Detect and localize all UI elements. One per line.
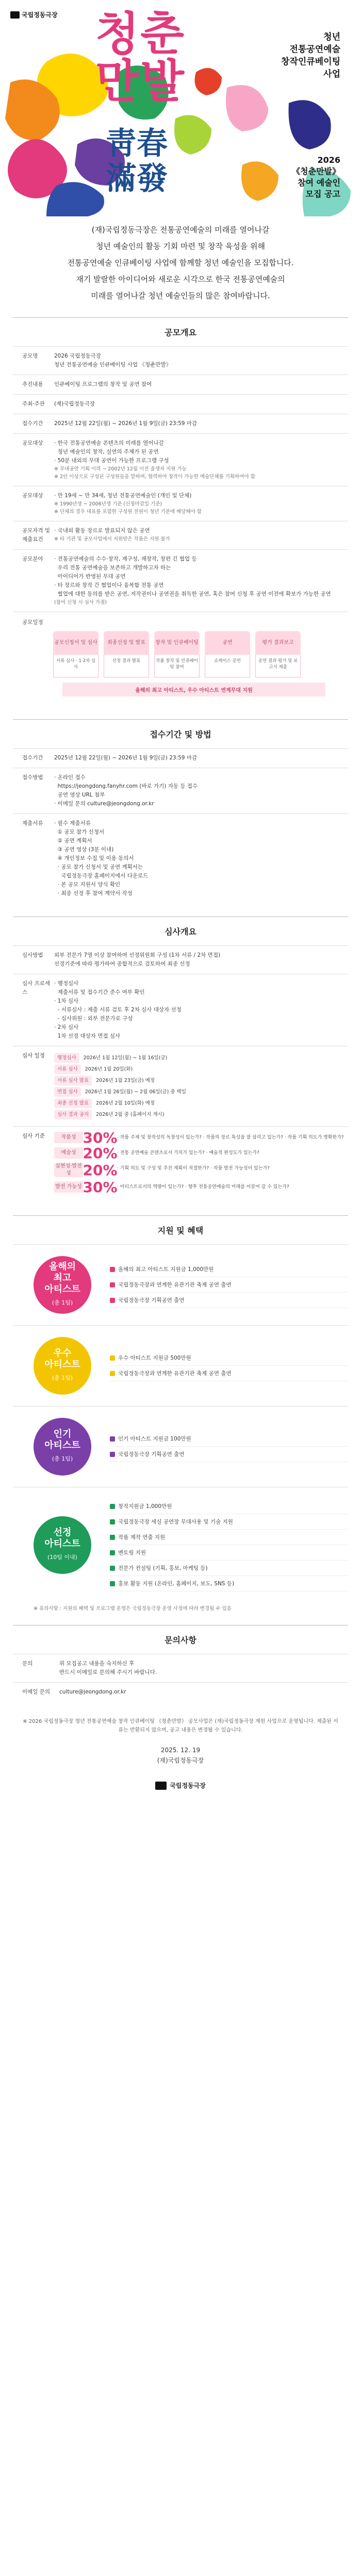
row-note: (참여 신청 시 심사 가점)	[54, 600, 107, 605]
review-stage	[54, 1110, 344, 1120]
info-row	[13, 375, 348, 394]
support-tier	[13, 1244, 348, 1325]
tier-benefit	[110, 1262, 348, 1277]
benefit-text: 국립정동극장 기획공연 출연	[118, 1297, 185, 1303]
row-line: 선정기준에 따라 평가하여 종합적으로 검토하여 최종 선정	[54, 961, 190, 967]
intro-line: 재기 발랄한 아이디어와 새로운 시각으로 한국 전통공연예술의	[76, 275, 285, 284]
support-tier	[13, 1325, 348, 1406]
criterion-name: 발전 가능성	[54, 1181, 83, 1193]
stage-tag: 최종 선정 발표	[54, 1098, 92, 1108]
intro-line: 청년 예술인의 활동 기회 마련 및 창작 육성을 위해	[96, 242, 265, 251]
row-label: 심사 프로세스	[22, 980, 51, 995]
benefit-text: 전문가 컨설팅 (기획, 홍보, 마케팅 등)	[118, 1565, 208, 1571]
intro-line: 미래를 열어나갈 청년 예술인들의 많은 참여바랍니다.	[91, 291, 270, 300]
program-line: 사업	[323, 69, 340, 79]
tier-benefit	[110, 1350, 348, 1366]
process-step-body: 공연 결과 평가 및 보고서 제출	[255, 655, 301, 677]
stage-tag: 면접 심사	[54, 1087, 81, 1097]
footer-date-block	[0, 1745, 361, 1781]
row-note: ※ 단체의 경우 대표를 포함한 구성원 전원이 청년 기준에 해당해야 함	[54, 509, 202, 515]
program-line: 청년	[323, 32, 340, 42]
row-line: 인큐베이팅 프로그램의 창작 및 공연 참여	[54, 381, 152, 387]
row-line: culture@jeongdong.or.kr	[59, 1689, 126, 1695]
criterion-desc: · 기획 의도 및 구성 및 추진 계획이 적절한가? · 작품 발전 가능성이 있는가?	[117, 1166, 270, 1171]
benefit-text: 국립정동극장과 연계한 유관기관 축제 공연 출연	[118, 1370, 232, 1377]
row-line: · 온라인 접수	[54, 774, 86, 781]
row-line: 2025년 12월 22일(월) ~ 2026년 1월 9일(금) 23:59 마감	[54, 755, 198, 761]
row-line: ④ 개인정보 수집 및 이용 동의서	[54, 855, 134, 861]
hero-banner	[0, 0, 361, 216]
row-line: 국립정동극장 홈페이지에서 다운로드	[54, 873, 149, 879]
contact-table	[13, 1654, 348, 1702]
support-note: ※ 유의사항 : 지원의 혜택 및 프로그램 운영은 국립정동극장 운영 사정에 따라 변경될 수 있음	[34, 1606, 232, 1612]
row-value	[54, 521, 348, 549]
review-stage	[54, 1076, 344, 1086]
info-row	[13, 814, 348, 903]
benefit-text: 국립정동극장 기획공연 출연	[118, 1451, 185, 1458]
bullet-icon	[110, 1566, 115, 1571]
row-line: · 이메일 문의 culture@jeongdong.or.kr	[54, 801, 154, 807]
stage-tag: 심사 결과 공지	[54, 1110, 92, 1120]
row-value	[54, 395, 348, 414]
tier-benefit	[110, 1514, 348, 1530]
info-row	[13, 346, 348, 375]
tier-benefit	[110, 1576, 348, 1591]
row-line: · 행정심사	[54, 980, 79, 987]
recruit-line: 《청춘만발》	[292, 166, 340, 176]
row-label: 접수방법	[22, 774, 43, 781]
tier-benefits	[110, 1499, 348, 1591]
criterion-percent: 30%	[83, 1129, 118, 1146]
process-step	[205, 631, 250, 677]
benefit-text: 창작지원금 1,000만원	[118, 1503, 172, 1510]
criterion-percent: 30%	[83, 1178, 118, 1196]
section-title: 심사개요	[165, 927, 196, 937]
row-value	[54, 414, 348, 433]
intro-line: 전통공연예술 인큐베이팅 사업에 함께할 청년 예술인을 모집합니다.	[67, 258, 294, 267]
row-value	[54, 347, 348, 375]
row-label: 문의	[22, 1660, 33, 1667]
logo-text: 국립정동극장	[22, 11, 58, 19]
row-line: 청년 전통공연예술 인큐베이팅 사업 《청춘만발》	[54, 362, 172, 368]
row-value	[54, 375, 348, 394]
row-label: 접수기간	[22, 420, 43, 427]
row-line: · 타 장르와 창작 간 협업이나 융복합 전통 공연	[54, 582, 164, 588]
stage-date: 2026년 1월 20일(화)	[85, 1066, 133, 1072]
tier-circle	[34, 1418, 91, 1476]
row-line: (재)국립정동극장	[54, 401, 95, 407]
benefit-text: 작품 제작 연출 지원	[118, 1534, 166, 1540]
benefit-text: 홍보 활동 지원 (온라인, 홈페이지, 보도, SNS 등)	[118, 1581, 235, 1587]
program-line: 창작인큐베이팅	[281, 57, 340, 67]
row-label: 심사 일정	[22, 1053, 45, 1059]
row-line: ① 공모 참가 신청서	[54, 829, 105, 835]
benefit-text: 우수 아티스트 지원금 500만원	[118, 1355, 191, 1361]
row-line: 반드시 이메일로 문의해 주시기 바랍니다.	[59, 1669, 157, 1675]
recruit-line: 참여 예술인	[298, 178, 340, 188]
lime-shape	[174, 115, 211, 155]
tier-count: (10팀 이내)	[47, 1554, 77, 1561]
row-line: 공연 영상 URL 첨부	[54, 792, 105, 798]
tier-count: (총 1팀)	[52, 1455, 73, 1462]
benefit-text: 인기 아티스트 지원금 100만원	[118, 1436, 191, 1442]
row-value	[54, 974, 348, 1046]
row-label: 공모명	[22, 353, 38, 359]
process-step-head: 공연	[205, 631, 250, 655]
process-step-head: 평가 결과보고	[255, 631, 301, 655]
criterion-percent: 20%	[83, 1144, 118, 1162]
info-row	[13, 521, 348, 549]
section-title: 지원 및 혜택	[157, 1226, 204, 1235]
row-line: · 50분 내외의 무대 공연이 가능한 프로그램 구성	[54, 457, 169, 464]
support-section	[13, 1215, 348, 1625]
row-line: · 필수 제출서류	[54, 820, 91, 826]
review-stages-row	[13, 1046, 348, 1126]
stage-date: 2026년 1월 12일(월) ~ 1월 16일(금)	[83, 1055, 168, 1061]
row-line: · 본 공모 지원서 양식 확인	[54, 882, 121, 888]
process-step	[53, 631, 99, 677]
tier-benefits	[110, 1350, 348, 1381]
criterion-name: 실현성·발전성	[54, 1163, 83, 1177]
row-line: · 최종 선정 후 참여 계약서 작성	[54, 890, 133, 896]
criterion-name: 작품성	[54, 1132, 83, 1143]
row-line: 청년 예술인의 창작, 실연의 주체가 된 공연	[54, 449, 159, 455]
benefit-text: 올해의 최고 아티스트 지원금 1,000만원	[118, 1266, 214, 1273]
tier-benefits	[110, 1262, 348, 1308]
row-line: 아이디어가 반영된 무대 공연	[54, 573, 126, 580]
row-label: 제출서류	[22, 820, 43, 826]
dark-blue-shape	[289, 100, 331, 149]
info-row	[13, 1682, 348, 1702]
row-value	[54, 486, 348, 521]
tier-circle	[34, 1256, 91, 1314]
review-stage	[54, 1064, 344, 1074]
info-row	[13, 748, 348, 768]
tier-benefit	[110, 1561, 348, 1576]
stage-date: 2026년 2월 중 (홈페이지 게시)	[96, 1112, 165, 1117]
tier-benefit	[110, 1545, 348, 1561]
process-bar: 올해의 최고 아티스트, 우수 아티스트 연계무대 지원	[62, 683, 325, 697]
row-line: 협업에 대한 동의를 받은 공연, 저작권이나 공연권을 취득한 공연, 혹은 참여 신청 후 공연 이전에 확보가 가능한 공연	[54, 591, 331, 597]
row-line: · 전통공연예술의 수수·창작, 재구성, 재창작, 창편 긴 협업 등	[54, 556, 197, 562]
tier-name: 선정 아티스트	[44, 1527, 80, 1549]
tier-count: (총 1팀)	[52, 1375, 73, 1381]
overview-section	[13, 317, 348, 706]
section-title: 공모개요	[165, 328, 196, 337]
stage-tag: 행정심사	[54, 1053, 79, 1063]
row-line: 2025년 12월 22일(월) ~ 2026년 1월 9일(금) 23:59 마감	[54, 420, 198, 427]
footer-logo	[0, 1781, 361, 1810]
bullet-icon	[110, 1504, 115, 1509]
row-value	[59, 1683, 348, 1702]
review-stage	[54, 1053, 344, 1063]
bullet-icon	[110, 1298, 115, 1303]
row-label: 심사 기준	[22, 1133, 45, 1139]
tier-name: 우수 아티스트	[44, 1348, 80, 1370]
row-line: - 심사위원 : 외부 전문가로 구성	[54, 1015, 133, 1022]
review-criteria	[54, 1127, 348, 1202]
row-value	[54, 550, 348, 612]
row-line: - 서류심사 : 제출 서류 검토 후 2차 심사 대상자 선정	[54, 1007, 182, 1013]
hero-title-hanja: 靑春 滿發	[106, 126, 168, 197]
row-line: 2026 국립정동극장	[54, 353, 101, 359]
info-row	[13, 549, 348, 612]
row-line: · 1차 심사	[54, 998, 79, 1004]
row-line: · 공모 참가 신청서 및 공연 계획서는	[54, 864, 143, 870]
criterion-percent: 20%	[83, 1161, 118, 1179]
row-note: ※ 2인 이상으로 구성된 구성원들을 말하며, 협력하여 창작이 가능한 예술단체를 기획하여야 함	[54, 474, 255, 480]
criterion-name: 예술성	[54, 1147, 83, 1159]
criterion	[54, 1178, 344, 1196]
support-tiers	[13, 1244, 348, 1603]
info-row	[13, 433, 348, 486]
row-line: ③ 공연 영상 (3분 이내)	[54, 846, 114, 853]
tier-benefit	[110, 1499, 348, 1514]
section-title: 접수기간 및 방법	[150, 730, 211, 739]
bullet-icon	[110, 1535, 115, 1540]
process-step	[255, 631, 301, 677]
tier-name: 올해의 최고 아티스트	[44, 1261, 80, 1295]
footer-logo-text: 국립정동극장	[170, 1782, 206, 1789]
stage-date: 2026년 1월 26일(월) ~ 2월 06일(금) 중 택일	[85, 1089, 186, 1095]
process-step-head: 창작 및 인큐베이팅	[154, 631, 200, 655]
row-label: 접수기간	[22, 755, 43, 761]
row-line: · 2차 심사	[54, 1024, 79, 1030]
info-row	[13, 768, 348, 814]
process-step	[104, 631, 149, 677]
row-value	[59, 1654, 348, 1682]
benefit-text: 멘토링 지원	[118, 1550, 146, 1556]
bullet-icon	[110, 1267, 115, 1272]
hero-program-name	[281, 31, 340, 80]
intro-line: (재)국립정동극장은 전통공연예술의 미래를 열어나갈	[91, 225, 270, 234]
criterion-desc: · 작품 주제 및 창작성의 독창성이 있는가? · 작품의 장르 특성을 잘 살리고 있는가? · 작품 기획 의도가 명확한가?	[117, 1135, 344, 1140]
info-row	[13, 394, 348, 414]
review-criteria-row	[13, 1126, 348, 1202]
logo	[10, 10, 58, 19]
section-title: 문의사항	[165, 1635, 196, 1645]
criterion	[54, 1144, 344, 1162]
row-line: https://jeongdong.fanyhr.com (바로 가기) 자동 등 접수	[54, 783, 198, 789]
row-line: 제출서류 및 접수기간 준수 여부 확인	[54, 989, 145, 995]
tier-name: 인기 아티스트	[44, 1429, 80, 1451]
tier-benefit	[110, 1431, 348, 1447]
review-stage	[54, 1098, 344, 1108]
review-section	[13, 917, 348, 1202]
process-step-body: 작품 창작 및 인큐베이팅 참여	[154, 655, 200, 677]
info-row	[13, 1654, 348, 1682]
benefit-text: 국립정동극장과 연계한 유관기관 축제 공연 출연	[118, 1282, 232, 1288]
bullet-icon	[110, 1550, 115, 1555]
orange-small-shape	[241, 161, 278, 201]
recruit-line: 모집 공고	[305, 189, 340, 199]
light-pink-shape	[226, 85, 268, 131]
process-label: 공모일정	[22, 619, 43, 625]
row-note: ※ 타 기관 및 공모사업에서 지원받은 작품은 지원 불가	[54, 536, 170, 542]
review-table	[13, 945, 348, 1046]
benefit-text: 국립정동극장 세실 공연장 무대사용 및 기술 지원	[118, 1519, 233, 1525]
process-step-head: 공모신청서 및 심사	[53, 631, 99, 655]
stage-tag: 서류 심사 발표	[54, 1076, 92, 1086]
row-value	[54, 814, 348, 903]
criterion	[54, 1129, 344, 1146]
support-tier	[13, 1487, 348, 1603]
bullet-icon	[110, 1371, 115, 1376]
contact-section	[13, 1625, 348, 1702]
row-line: · 만 19세 ~ 만 34세, 청년 전통공연예술인 (개인 및 단체)	[54, 493, 192, 499]
tier-benefits	[110, 1431, 348, 1462]
row-label: 공모대상	[22, 440, 43, 446]
bullet-icon	[110, 1355, 115, 1361]
tier-circle	[34, 1516, 91, 1574]
tier-benefit	[110, 1277, 348, 1293]
tier-count: (총 1팀)	[52, 1299, 73, 1306]
process-step-head: 최종선정 및 발표	[104, 631, 149, 655]
row-label: 추진내용	[22, 381, 43, 387]
row-line: 1차 선정 대상자 면접 심사	[54, 1033, 121, 1039]
logo-mark-icon	[10, 11, 20, 19]
row-value	[54, 768, 348, 814]
schedule-table	[13, 748, 348, 903]
process-steps	[53, 631, 348, 677]
row-label: 공모분야	[22, 556, 43, 562]
row-value	[54, 749, 348, 768]
info-row	[13, 486, 348, 521]
small-red-shape	[195, 68, 222, 95]
stage-tag: 서류 심사	[54, 1064, 81, 1074]
row-note: ※ 1990년생 ~ 2006년생 기준 (신청마감일 기준)	[54, 501, 162, 507]
criterion-desc: · 전통 공연예술 콘텐츠로서 가치가 있는가? · 예술적 완성도가 있는가?	[117, 1150, 259, 1156]
footer-note: ※ 2026 국립정동극장 청년 전통공연예술 창작 인큐베이팅 《청춘만발》 공모사업은 (재)국립정동극장 재원 사업으로 운영됩니다. 제출된 서류는 반환되지 않으며, 공고 내용은 변경될 수 있습니다.	[23, 1719, 338, 1733]
row-label: 심사방법	[22, 952, 43, 958]
stage-date: 2026년 2월 10일(화) 예정	[96, 1100, 155, 1106]
tier-benefit	[110, 1530, 348, 1545]
logo-mark-icon	[155, 1782, 167, 1790]
row-note: ※ 무대공연 기획 이력 ~ 2002년 12월 이전 출생자 지원 가능	[54, 466, 187, 472]
tier-benefit	[110, 1366, 348, 1381]
hero-recruit-label	[292, 155, 340, 200]
criterion-desc: · 아티스트로서의 역량이 있는가? · 향후 전통공연예술의 미래를 이끌어 갈 수 있는가?	[117, 1184, 289, 1190]
tier-circle	[34, 1337, 91, 1395]
bullet-icon	[110, 1581, 115, 1586]
schedule-section	[13, 719, 348, 903]
hero-title-korean: 청춘 만발	[95, 7, 186, 108]
process-step	[154, 631, 200, 677]
process-block	[13, 612, 348, 706]
row-label: 주최·주관	[22, 401, 45, 407]
row-line: · 국내외 활동 장르로 발표되지 않은 공연	[54, 528, 150, 534]
bullet-icon	[110, 1452, 115, 1457]
row-label: 공모대상	[22, 493, 43, 499]
info-row	[13, 414, 348, 433]
tier-benefit	[110, 1293, 348, 1308]
process-step-body: 서류 심사 · 1·2차 심사	[53, 655, 99, 677]
process-step-body: 쇼케이스 공연	[205, 655, 250, 677]
row-line: 외부 전문가 7명 이상 참여하여 선정위원회 구성 (1차 서류 / 2차 면접)	[54, 952, 221, 958]
row-label: 이메일 문의	[22, 1689, 51, 1695]
row-line: · 한국 전통공연예술 콘텐츠의 미래를 열어나갈	[54, 440, 164, 446]
bullet-icon	[110, 1519, 115, 1524]
info-row	[13, 945, 348, 974]
row-line: ② 공연 계획서	[54, 838, 92, 844]
row-line: 위 모집공고 내용을 숙지하신 후	[59, 1660, 135, 1667]
criterion	[54, 1163, 344, 1177]
process-step-body: 선정 결과 발표	[104, 655, 149, 677]
info-row	[13, 974, 348, 1046]
row-value	[54, 946, 348, 974]
review-stage	[54, 1087, 344, 1097]
review-stages	[54, 1046, 348, 1126]
recruit-line: 2026	[317, 155, 340, 165]
bullet-icon	[110, 1282, 115, 1287]
program-line: 전통공연예술	[289, 44, 340, 55]
overview-table	[13, 346, 348, 612]
stage-date: 2026년 1월 23일(금) 예정	[96, 1078, 155, 1083]
row-line: 우리 전통 공연예술을 보존하고 개발하고자 하는	[54, 565, 171, 571]
row-value	[54, 434, 348, 486]
row-label: 공모자격 및 제출요건	[22, 528, 51, 543]
footer-org: (재)국립정동극장	[157, 1757, 204, 1764]
intro-text	[0, 216, 361, 317]
footer-date: 2025. 12. 19	[160, 1747, 201, 1754]
bullet-icon	[110, 1436, 115, 1442]
support-tier	[13, 1406, 348, 1487]
tier-benefit	[110, 1447, 348, 1462]
